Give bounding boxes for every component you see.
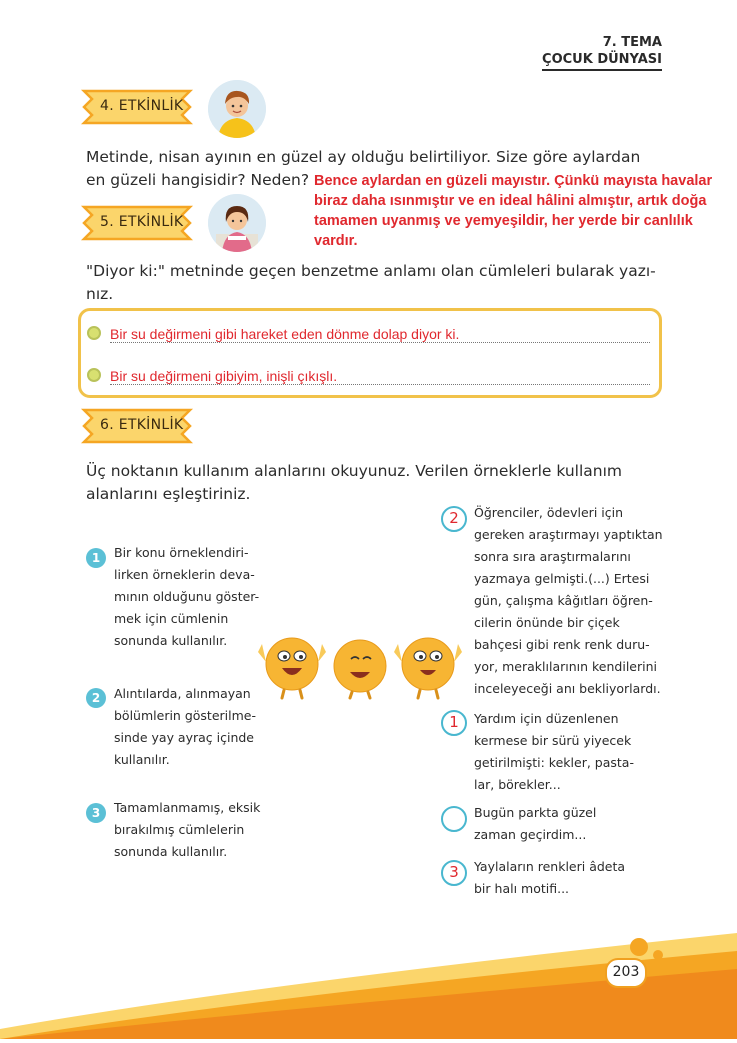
boy-avatar (208, 80, 266, 138)
example-item-2 (474, 708, 634, 796)
activity4-label: 4. ETKİNLİK (100, 98, 184, 114)
example-answer-4[interactable]: 3 (441, 860, 467, 886)
ex2-line3: getirilmişti: kekler, pasta- (474, 755, 634, 770)
ex4-line1: Yaylaların renkleri âdeta (474, 859, 626, 874)
answer4-line3: tamamen uyanmış ve yemyeşildir, her yerde bir canlılık (314, 213, 693, 229)
girl-avatar (208, 194, 266, 252)
activity5-question-line2: nız. (86, 285, 114, 303)
activity6-banner (78, 407, 196, 445)
use1-line4: mek için cümlenin (114, 611, 229, 626)
activity5-label: 5. ETKİNLİK (100, 214, 184, 230)
ex1-line3: sonra sıra araştırmalarını (474, 549, 631, 564)
use-item-2 (114, 683, 256, 771)
answer-line-1[interactable] (110, 324, 650, 343)
bullet-icon (87, 368, 101, 382)
ex4-line2: bir halı motifi... (474, 881, 570, 896)
use1-line5: sonunda kullanılır. (114, 633, 228, 648)
ex2-line4: lar, börekler... (474, 777, 561, 792)
ex1-line5: gün, çalışma kâğıtları öğren- (474, 593, 653, 608)
activity5-banner (78, 204, 196, 242)
example-item-4 (474, 856, 625, 900)
ex1-line8: yor, meraklılarının kendilerini (474, 659, 658, 674)
page-number: 203 (605, 958, 647, 988)
activity5-question-line1: "Diyor ki:" metninde geçen benzetme anlamı olan cümleleri bularak yazı- (86, 262, 656, 280)
example-item-1 (474, 502, 663, 700)
activity6-instruction-line1: Üç noktanın kullanım alanlarını okuyunuz. Verilen örneklerle kullanım (86, 462, 623, 480)
activity4-question-line1: Metinde, nisan ayının en güzel ay olduğu belirtiliyor. Size göre aylardan (86, 148, 641, 166)
use1-line3: mının olduğunu göster- (114, 589, 260, 604)
bullet-icon (87, 326, 101, 340)
example-item-3 (474, 802, 596, 846)
answer4-line2: biraz daha ısınmıştır ve en ideal hâlini almıştır, artık doğa (314, 193, 707, 209)
ex1-line2: gereken araştırmayı yaptıktan (474, 527, 663, 542)
theme-title: ÇOCUK DÜNYASI (542, 51, 662, 71)
activity6-instruction (86, 460, 622, 506)
use2-line1: Alıntılarda, alınmayan (114, 686, 251, 701)
use2-line2: bölümlerin gösterilme- (114, 708, 256, 723)
use3-line3: sonunda kullanılır. (114, 844, 228, 859)
ex1-line4: yazmaya gelmişti.(...) Ertesi (474, 571, 650, 586)
answer4-line4: vardır. (314, 233, 358, 249)
activity5-answer-1: Bir su değirmeni gibi hareket eden dönme dolap diyor ki. (110, 326, 460, 342)
use-number-3: 3 (86, 803, 106, 823)
answer-line-2[interactable] (110, 366, 650, 385)
activity4-question-line2: en güzeli hangisidir? Neden? (86, 171, 310, 189)
use-number-1: 1 (86, 548, 106, 568)
theme-header (542, 34, 662, 71)
activity5-answer-2: Bir su değirmeni gibiyim, inişli çıkışlı. (110, 368, 338, 384)
activity4-banner (78, 88, 196, 126)
use3-line1: Tamamlanmamış, eksik (114, 800, 261, 815)
ex1-line6: cilerin önünde bir çiçek (474, 615, 620, 630)
use1-line2: lirken örneklerin deva- (114, 567, 255, 582)
example-answer-2[interactable]: 1 (441, 710, 467, 736)
use1-line1: Bir konu örneklendiri- (114, 545, 249, 560)
use-item-3 (114, 797, 260, 863)
ex1-line7: bahçesi gibi renk renk duru- (474, 637, 650, 652)
answer4-line1: Bence aylardan en güzeli mayıstır. Çünkü mayısta havalar (314, 173, 713, 189)
activity5-question (86, 260, 656, 306)
activity6-instruction-line2: alanlarını eşleştiriniz. (86, 485, 251, 503)
ex2-line2: kermese bir sürü yiyecek (474, 733, 632, 748)
activity4-answer (314, 171, 734, 251)
use2-line4: kullanılır. (114, 752, 170, 767)
ex1-line9: inceleyeceği anı bekliyorlardı. (474, 681, 661, 696)
ex2-line1: Yardım için düzenlenen (474, 711, 619, 726)
use-item-1 (114, 542, 259, 652)
ex1-line1: Öğrenciler, ödevleri için (474, 505, 624, 520)
example-answer-1[interactable]: 2 (441, 506, 467, 532)
ex3-line1: Bugün parkta güzel (474, 805, 597, 820)
theme-number: 7. TEMA (602, 35, 662, 50)
ex3-line2: zaman geçirdim... (474, 827, 587, 842)
use2-line3: sinde yay ayraç içinde (114, 730, 255, 745)
three-dots-characters (252, 622, 468, 704)
use3-line2: bırakılmış cümlelerin (114, 822, 245, 837)
example-answer-3[interactable] (441, 806, 467, 832)
use-number-2: 2 (86, 688, 106, 708)
activity6-label: 6. ETKİNLİK (100, 417, 184, 433)
